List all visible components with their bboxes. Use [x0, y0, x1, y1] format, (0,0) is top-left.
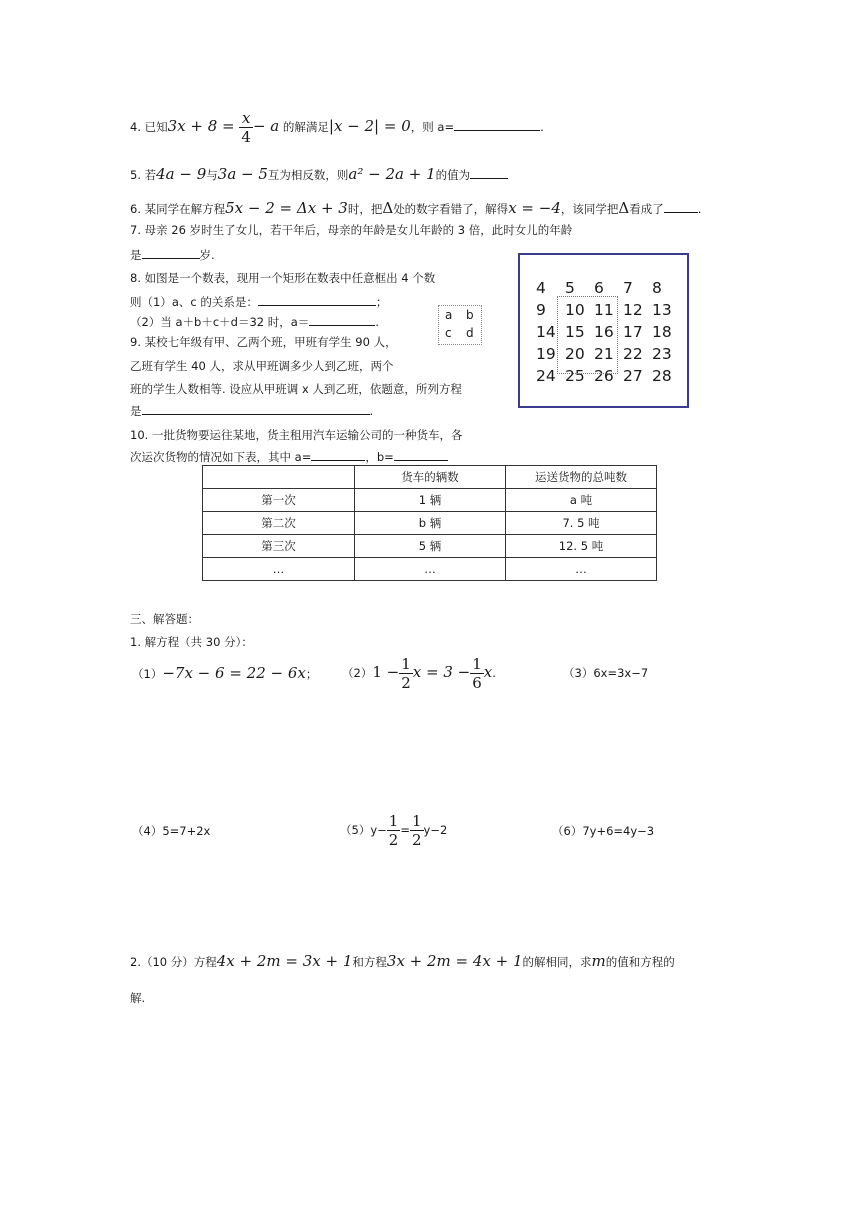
- number-cell: 8: [652, 279, 662, 297]
- number-cell: 6: [594, 279, 604, 297]
- q6-mid3: ，该同学把: [560, 202, 619, 216]
- question-6: [130, 196, 701, 220]
- eq2-end: .: [492, 666, 496, 680]
- q5-mid2: 互为相反数，则: [267, 168, 349, 182]
- number-cell: 7: [623, 279, 633, 297]
- equation-1: [132, 654, 317, 692]
- q8-line3-text: （2）当 a＋b＋c＋d＝32 时，a＝: [130, 315, 310, 329]
- q4-frac-den: 4: [241, 128, 251, 146]
- eq2-fraction-1: [399, 655, 413, 692]
- equation-6: （6）7y+6=4y−3: [552, 824, 655, 838]
- eq5-frac1-den: 2: [388, 831, 399, 849]
- q7-prefix: 是: [130, 248, 142, 262]
- number-cell: 19: [536, 345, 556, 363]
- question-9-line1: 9. 某校七年级有甲、乙两个班，甲班有学生 90 人，: [130, 335, 397, 349]
- eq5-frac1-num: 1: [388, 812, 399, 830]
- section-3-title: 三、解答题：: [130, 612, 199, 626]
- q2-e2: 3x + 2m = 4x + 1: [386, 952, 523, 970]
- eq2-part-b: x = 3 −: [412, 663, 471, 681]
- q6-prefix: 6. 某同学在解方程: [130, 202, 226, 216]
- q2-mid: 和方程: [352, 955, 387, 969]
- q7-suffix: 岁.: [199, 248, 215, 262]
- number-cell: 16: [594, 323, 614, 341]
- question-10-line2: [130, 449, 448, 465]
- q2-e1: 4x + 2m = 3x + 1: [216, 952, 353, 970]
- q6-delta-2: Δ: [618, 199, 630, 217]
- table-cell: …: [203, 558, 355, 581]
- number-cell: 9: [536, 301, 546, 319]
- table-row: [203, 535, 657, 558]
- table-cell: 1 辆: [355, 489, 506, 512]
- q6-eq: 5x − 2 = Δx + 3: [225, 199, 348, 217]
- q9-end: .: [369, 404, 374, 418]
- eq2-frac2-num: 1: [472, 655, 482, 673]
- number-cell: 13: [652, 301, 672, 319]
- eq1-label: （1）: [132, 667, 163, 681]
- q6-mid4: 看成了: [629, 202, 664, 216]
- eq5-frac2-den: 2: [411, 831, 422, 849]
- q4-fraction: [239, 109, 253, 146]
- number-cell: 21: [594, 345, 614, 363]
- eq2-frac2-den: 6: [472, 674, 482, 692]
- q2-prefix: 2.（10 分）方程: [130, 955, 217, 969]
- q5-e3: a² − 2a + 1: [348, 165, 436, 183]
- number-cell: 5: [565, 279, 575, 297]
- question-8-line2: [130, 294, 387, 310]
- abcd-c: c: [445, 326, 452, 340]
- q10-answer-blank-b[interactable]: [394, 449, 448, 461]
- equation-4: （4）5=7+2x: [132, 824, 211, 838]
- number-cell: 23: [652, 345, 672, 363]
- table-header: [203, 466, 355, 489]
- q5-tail: 的值为: [435, 168, 471, 182]
- question-7-line2: [130, 247, 215, 263]
- q6-mid2: 处的数字看错了，解得: [393, 202, 509, 216]
- number-cell: 25: [565, 367, 585, 385]
- number-cell: 10: [565, 301, 585, 319]
- q2-m: m: [591, 952, 606, 970]
- table-cell: …: [506, 558, 657, 581]
- eq2-part-c: x: [483, 663, 493, 681]
- eq5-tail: y−2: [423, 823, 448, 837]
- equation-3: （3）6x=3x−7: [563, 666, 649, 680]
- number-cell: 12: [623, 301, 643, 319]
- number-row-1: [536, 279, 681, 297]
- number-cell: 20: [565, 345, 585, 363]
- question-2: [130, 949, 675, 973]
- q10-line2-mid: ，b=: [365, 450, 394, 464]
- table-cell: 7. 5 吨: [506, 512, 657, 535]
- q6-answer-blank[interactable]: [664, 201, 698, 213]
- q9-answer-blank[interactable]: [142, 403, 370, 415]
- q9-prefix: 是: [130, 404, 142, 418]
- eq5-frac2-num: 1: [411, 812, 422, 830]
- q8-answer-blank-2[interactable]: [309, 314, 375, 326]
- number-cell: 26: [594, 367, 614, 385]
- eq5-fraction-2: [410, 812, 424, 849]
- number-cell: 24: [536, 367, 556, 385]
- q5-e1: 4a − 9: [156, 165, 207, 183]
- q4-end: .: [540, 120, 544, 134]
- number-cell: 11: [594, 301, 614, 319]
- eq5-label: （5）y−: [340, 823, 387, 837]
- number-cell: 18: [652, 323, 672, 341]
- q5-mid1: 与: [206, 168, 218, 182]
- q6-end: .: [697, 202, 702, 216]
- table-cell: 12. 5 吨: [506, 535, 657, 558]
- eq5-equals: =: [400, 823, 410, 837]
- table-cell: 第一次: [203, 489, 355, 512]
- number-cell: 15: [565, 323, 585, 341]
- question-9-line4: [130, 403, 373, 419]
- eq2-frac1-num: 1: [401, 655, 411, 673]
- equation-5: [340, 808, 447, 852]
- q5-e2: 3a − 5: [217, 165, 268, 183]
- table-cell: 第二次: [203, 512, 355, 535]
- q2-tail: 的值和方程的: [605, 955, 675, 969]
- question-10-line1: 10. 一批货物要运往某地，货主租用汽车运输公司的一种货车，各: [130, 428, 463, 442]
- q6-delta-1: Δ: [382, 199, 394, 217]
- q8-answer-blank-1[interactable]: [258, 294, 376, 306]
- q6-mid1: 时，把: [347, 202, 383, 216]
- cargo-table: [202, 465, 657, 581]
- q2-mid2: 的解相同，求: [522, 955, 592, 969]
- q4-abs: |x − 2| = 0: [328, 117, 411, 135]
- equation-2: [342, 650, 496, 694]
- eq1-body: −7x − 6 = 22 − 6x: [162, 664, 306, 682]
- eq2-label: （2）: [342, 666, 373, 680]
- q8-line3-end: .: [375, 315, 379, 329]
- table-cell: b 辆: [355, 512, 506, 535]
- q4-answer-blank[interactable]: [454, 119, 540, 131]
- q4-rhs: − a: [252, 117, 280, 135]
- q4-frac-num: x: [239, 109, 253, 128]
- table-header: 运送货物的总吨数: [506, 466, 657, 489]
- question-7-line1: 7. 母亲 26 岁时生了女儿，若干年后，母亲的年龄是女儿年龄的 3 倍，此时女儿的年龄: [130, 223, 573, 237]
- question-9-line3: 班的学生人数相等. 设应从甲班调 x 人到乙班，依题意，所列方程: [130, 382, 462, 396]
- abcd-a: a: [445, 308, 453, 322]
- question-5: [130, 162, 508, 186]
- q8-line2-end: ；: [375, 295, 388, 309]
- section-3-q1-title: 1. 解方程（共 30 分）：: [130, 635, 253, 649]
- q10-answer-blank-a[interactable]: [311, 449, 365, 461]
- number-cell: 4: [536, 279, 546, 297]
- q6-sol: x = −4: [508, 199, 561, 217]
- abcd-b: b: [466, 308, 474, 322]
- selection-rectangle: [557, 296, 618, 374]
- number-cell: 28: [652, 367, 672, 385]
- number-cell: 27: [623, 367, 643, 385]
- number-cell: 22: [623, 345, 643, 363]
- eq2-frac1-den: 2: [401, 674, 411, 692]
- number-cell: 14: [536, 323, 556, 341]
- q4-lhs: 3x + 8 =: [167, 117, 240, 135]
- question-8-line1: 8. 如图是一个数表，现用一个矩形在数表中任意框出 4 个数: [130, 271, 436, 285]
- table-row: [203, 489, 657, 512]
- q4-tail: ，则 a=: [410, 120, 455, 134]
- q5-prefix: 5. 若: [130, 168, 157, 182]
- number-cell: 17: [623, 323, 643, 341]
- q4-prefix: 4. 已知: [130, 120, 168, 134]
- eq2-fraction-2: [470, 655, 484, 692]
- eq2-part-a: 1 −: [372, 663, 400, 681]
- table-header-row: [203, 466, 657, 489]
- question-9-line2: 乙班有学生 40 人，求从甲班调多少人到乙班，两个: [130, 359, 394, 373]
- abcd-box: [438, 305, 482, 345]
- eq5-fraction-1: [387, 812, 401, 849]
- table-cell: 第三次: [203, 535, 355, 558]
- abcd-d: d: [466, 326, 474, 340]
- question-8-line3: [130, 314, 379, 330]
- table-row: [203, 512, 657, 535]
- q4-mid: 的解满足: [279, 120, 329, 134]
- q7-answer-blank[interactable]: [142, 247, 200, 259]
- table-header: 货车的辆数: [355, 466, 506, 489]
- table-row: [203, 558, 657, 581]
- table-cell: a 吨: [506, 489, 657, 512]
- q5-answer-blank[interactable]: [470, 167, 508, 179]
- eq1-end: ；: [305, 667, 318, 681]
- q8-line2-text: 则（1）a、c 的关系是：: [130, 295, 258, 309]
- q10-line2-text: 次运次货物的情况如下表，其中 a=: [130, 450, 312, 464]
- question-4: [130, 106, 544, 146]
- question-2-line2: 解.: [130, 991, 146, 1005]
- table-cell: 5 辆: [355, 535, 506, 558]
- table-cell: …: [355, 558, 506, 581]
